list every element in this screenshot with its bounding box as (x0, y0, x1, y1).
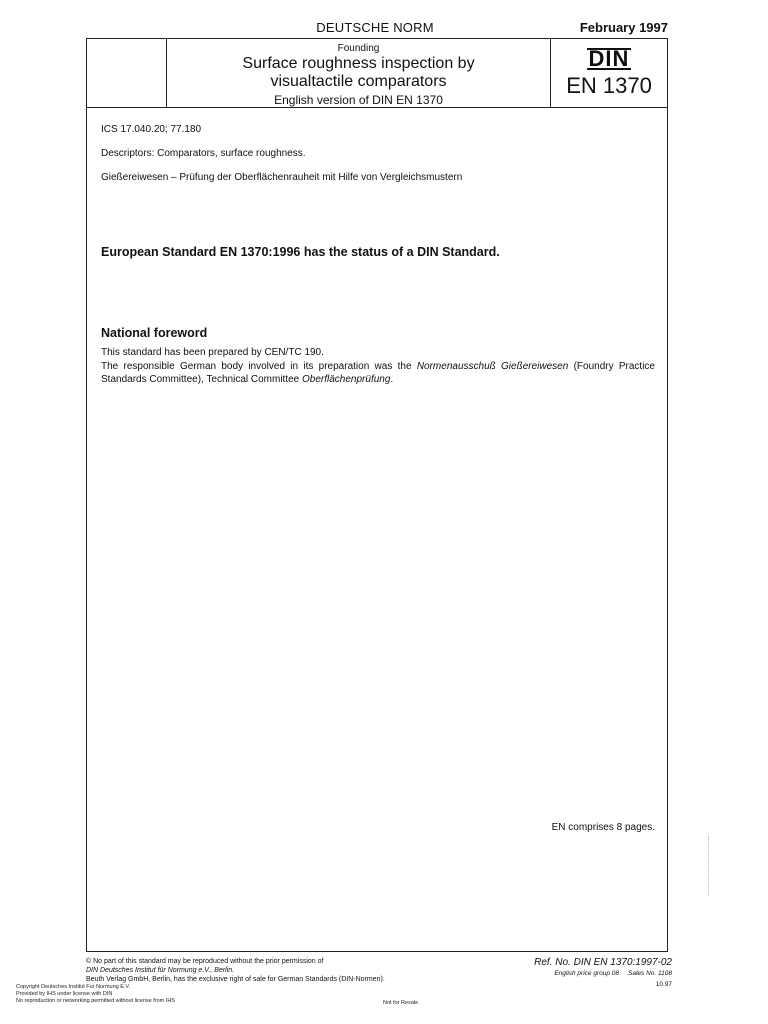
foreword-heading: National foreword (101, 326, 208, 340)
descriptors: Descriptors: Comparators, surface roughness. (101, 148, 306, 159)
din-logo: DIN (588, 46, 630, 71)
header-date: February 1997 (579, 20, 668, 35)
title-center (167, 38, 550, 107)
german-title: Gießereiwesen – Prüfung der Oberflächenrauheit mit Hilfe von Vergleichsmustern (101, 172, 463, 183)
standard-number: EN 1370 (566, 73, 652, 98)
foreword-technical-committee: Oberflächenprüfung (302, 374, 391, 385)
main-title-line1: Surface roughness inspection by (242, 55, 475, 72)
ihs-line3: No reproduction or networking permitted without license from IHS (16, 998, 175, 1004)
title-block (86, 38, 668, 108)
foreword-text-c: . (390, 374, 394, 385)
din-logo-block (551, 38, 667, 108)
copyright-line3: Beuth Verlag GmbH, Berlin, has the exclusive right of sale for German Standards (DIN-Normen). (86, 976, 385, 983)
reference-number: Ref. No. DIN EN 1370:1997-02 (534, 957, 672, 968)
main-title-line2: visualtactile comparators (270, 73, 447, 90)
copyright-line2: DIN Deutsches Institut für Normung e.V., Berlin. (86, 967, 235, 974)
status-statement: European Standard EN 1370:1996 has the status of a DIN Standard. (101, 245, 500, 259)
foreword-text-b: (Foundry Practice Standards Committee), Technical Committee (101, 361, 655, 385)
foreword-committee-name: Normenausschuß Gießereiwesen (416, 361, 569, 372)
ics-code: ICS 17.040.20; 77.180 (101, 124, 202, 135)
copyright-block (86, 957, 385, 984)
subtitle: English version of DIN EN 1370 (274, 93, 443, 107)
foreword-paragraph-2 (101, 360, 655, 386)
ihs-notice (16, 984, 175, 1005)
side-mark (708, 836, 711, 896)
foreword-text-a: The responsible German body involved in its preparation was the (101, 361, 417, 372)
date-code: 10.97 (655, 981, 672, 988)
copyright-line1: © No part of this standard may be reproduced without the prior permission of (86, 958, 324, 965)
resale-notice: Not for Resale (383, 1000, 419, 1006)
category-label: Founding (337, 43, 380, 54)
price-sales-line (554, 970, 672, 977)
ihs-line2: Provided by IHS under license with DIN (16, 991, 113, 997)
price-group: English price group 08 (554, 970, 619, 977)
header-norm: DEUTSCHE NORM (316, 20, 434, 35)
ihs-line1: Copyright Deutsches Institut Fur Normung E.V. (16, 984, 131, 990)
foreword-paragraph-1: This standard has been prepared by CEN/TC 190. (101, 347, 324, 358)
sales-number: Sales No. 1108 (628, 970, 672, 977)
pages-note: EN comprises 8 pages. (551, 822, 655, 833)
